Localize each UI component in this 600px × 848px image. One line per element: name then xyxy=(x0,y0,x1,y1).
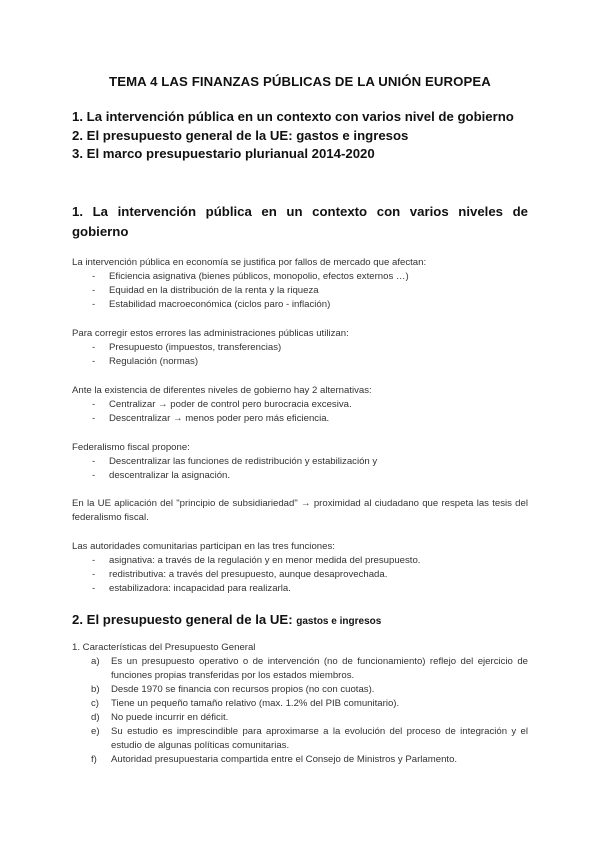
toc-item: 1. La intervención pública en un contexto con varios nivel de gobierno xyxy=(72,109,514,124)
section-1-heading: 1. La intervención pública en un contexto con varios niveles de gobierno xyxy=(72,204,528,239)
list-item xyxy=(72,711,528,725)
list-item: - redistributiva: a través del presupuesto, aunque desaprovechada. xyxy=(72,568,528,582)
block-fiscal-federalism xyxy=(72,441,528,483)
list-item-text: Desde 1970 se financia con recursos propios (no con cuotas). xyxy=(111,684,375,695)
list-marker: b) xyxy=(91,684,100,695)
dash-list xyxy=(72,270,528,312)
list-item xyxy=(72,655,528,683)
section-2-heading-small: gastos e ingresos xyxy=(296,616,382,627)
list-marker: d) xyxy=(91,712,100,723)
paragraph: Ante la existencia de diferentes niveles de gobierno hay 2 alternativas: xyxy=(72,385,372,396)
list-item: - Descentralizar → menos poder pero más eficiencia. xyxy=(72,412,528,426)
section-2-heading-main: 2. El presupuesto general de la UE: xyxy=(72,612,293,627)
list-item: - Eficiencia asignativa (bienes públicos, monopolio, efectos externos …) xyxy=(72,270,528,284)
subsidiarity-paragraph: En la UE aplicación del "principio de subsidiariedad" → proximidad al ciudadano que respeta las tesis del federalismo fiscal. xyxy=(72,498,528,523)
list-item xyxy=(72,683,528,697)
list-item: - Presupuesto (impuestos, transferencias) xyxy=(72,341,528,355)
list-item-text: Es un presupuesto operativo o de intervención (no de funcionamiento) reflejo del ejercicio de funciones propias transferidas por los estados miembros. xyxy=(111,656,528,681)
list-item: - Descentralizar las funciones de redistribución y estabilización y xyxy=(72,455,528,469)
toc-item: 3. El marco presupuestario plurianual 2014-2020 xyxy=(72,146,375,161)
block-community-functions xyxy=(72,540,528,596)
block-alternatives xyxy=(72,384,528,426)
list-item: - asignativa: a través de la regulación y en menor medida del presupuesto. xyxy=(72,554,528,568)
dash-list xyxy=(72,455,528,483)
list-item: - Regulación (normas) xyxy=(72,355,528,369)
list-marker: e) xyxy=(91,726,100,737)
list-item-text: Tiene un pequeño tamaño relativo (max. 1.2% del PIB comunitario). xyxy=(111,698,400,709)
list-marker: a) xyxy=(91,656,100,667)
table-of-contents xyxy=(72,108,542,164)
list-item xyxy=(72,697,528,711)
paragraph: Las autoridades comunitarias participan en las tres funciones: xyxy=(72,541,335,552)
list-item-text: No puede incurrir en déficit. xyxy=(111,712,229,723)
list-item: - estabilizadora: incapacidad para realizarla. xyxy=(72,582,528,596)
subheading: 1. Características del Presupuesto General xyxy=(72,642,256,653)
dash-list xyxy=(72,341,528,369)
list-item xyxy=(72,725,528,753)
block-budget-characteristics xyxy=(72,641,528,767)
list-item: - Equidad en la distribución de la renta y la riqueza xyxy=(72,284,528,298)
list-item: - descentralizar la asignación. xyxy=(72,469,528,483)
dash-list xyxy=(72,398,528,426)
paragraph: Para corregir estos errores las administraciones públicas utilizan: xyxy=(72,328,349,339)
list-marker: f) xyxy=(91,754,97,765)
list-item-text: Su estudio es imprescindible para aproximarse a la evolución del proceso de integración y el estudio de algunas políticas comunitarias. xyxy=(111,726,528,751)
list-item xyxy=(72,753,528,767)
dash-list xyxy=(72,554,528,596)
section-2-heading xyxy=(72,610,528,632)
document-title: TEMA 4 LAS FINANZAS PÚBLICAS DE LA UNIÓN EUROPEA xyxy=(109,74,491,89)
list-item: - Centralizar → poder de control pero burocracia excesiva. xyxy=(72,398,528,412)
paragraph: La intervención pública en economía se justifica por fallos de mercado que afectan: xyxy=(72,257,427,268)
alpha-list xyxy=(72,655,528,767)
block-market-failures xyxy=(72,256,528,312)
list-item-text: Autoridad presupuestaria compartida entre el Consejo de Ministros y Parlamento. xyxy=(111,754,458,765)
paragraph: Federalismo fiscal propone: xyxy=(72,442,190,453)
toc-item: 2. El presupuesto general de la UE: gastos e ingresos xyxy=(72,127,409,143)
list-item: - Estabilidad macroeconómica (ciclos paro - inflación) xyxy=(72,298,528,312)
block-instruments xyxy=(72,327,528,369)
list-marker: c) xyxy=(91,698,99,709)
